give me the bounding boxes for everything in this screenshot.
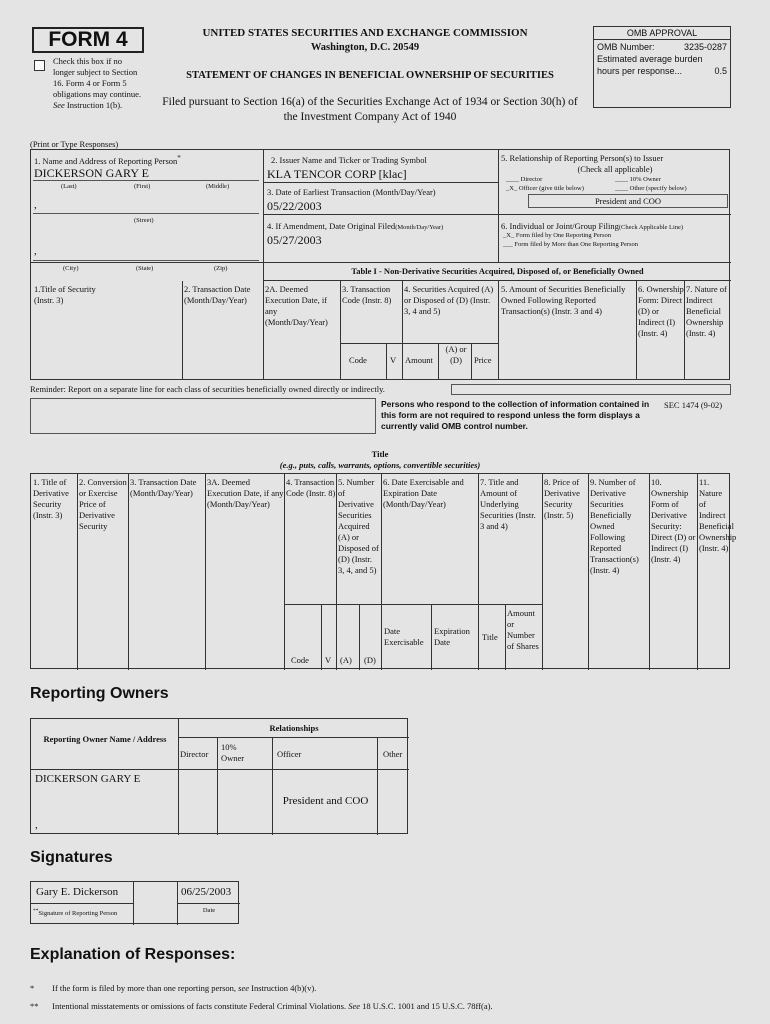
omb-number-label: OMB Number: [597,42,655,52]
reporting-person-name: DICKERSON GARY E [34,166,149,180]
middle-label: (Middle) [206,183,230,190]
agency-name: UNITED STATES SECURITIES AND EXCHANGE COMMISSION [202,27,528,39]
filed-line-1: Filed pursuant to Section 16(a) of the Securities Exchange Act of 1934 or Section 30(h) of [162,96,578,108]
omb-title: OMB APPROVAL [594,27,730,40]
street-label: (Street) [134,217,154,224]
box3-label: 3. Date of Earliest Transaction (Month/Day/Year) [267,187,436,197]
t2-col5: 5. Number of Derivative Securities Acquired (A) or Disposed of (D) (Instr. 3, 4, and 5) [338,477,379,575]
persons-respond-text: Persons who respond to the collection of information contained in this form are not required to respond unless the form displays a currently valid OMB control number. [381,399,650,431]
officer-option[interactable]: _X_ Officer (give title below) [506,185,584,192]
t2-col8: 8. Price of Derivative Security (Instr. 5) [544,477,580,520]
officer-x-mark: X [509,185,514,192]
t1-aord: (A) or (D) [445,344,467,365]
t1-col2: 2. Transaction Date (Month/Day/Year) [184,284,251,305]
box4-label: 4. If Amendment, Date Original Filed(Month/Day/Year) [267,221,444,231]
filed-line-2: the Investment Company Act of 1940 [283,111,457,123]
reporting-owners-table [30,718,408,834]
omb-burden-label: Estimated average burden [597,54,703,64]
explanation-heading: Explanation of Responses: [30,946,236,963]
blank-box [30,398,376,434]
city-label: (City) [63,265,79,272]
reminder-text: Reminder: Report on a separate line for each class of securities beneficially owned directly or indirectly. [30,384,385,394]
t2-amt-shares: Amount or Number of Shares [507,608,539,651]
t1-col4: 4. Securities Acquired (A) or Disposed of (D) (Instr. 3, 4 and 5) [404,284,494,316]
table1-title: Table I - Non-Derivative Securities Acquired, Disposed of, or Beneficially Owned [351,266,644,276]
owner10-header: 10% Owner [221,742,245,763]
box5-sub: (Check all applicable) [577,164,653,174]
owner-name-value: DICKERSON GARY E [35,773,141,785]
director-header: Director [180,749,209,759]
footnote-1: * If the form is filed by more than one reporting person, see Instruction 4(b)(v). [30,983,317,993]
t2-col9: 9. Number of Derivative Securities Beneficially Owned Following Reported Transaction(s) (Instr. 4) [590,477,639,575]
print-type-note: (Print or Type Responses) [30,139,119,149]
officer-value: President and COO [282,795,369,807]
t1-code: Code [349,355,367,365]
t2-col3: 3. Transaction Date (Month/Day/Year) [130,477,197,498]
agency-location: Washington, D.C. 20549 [310,42,420,53]
t2-col11: 11. Nature of Indirect Beneficial Ownership (Instr. 4) [699,477,737,553]
t1-col2a: 2A. Deemed Execution Date, if any (Month/Day/Year) [265,284,328,327]
t2-col2: 2. Conversion or Exercise Price of Derivative Security [79,477,127,531]
relationships-header: Relationships [269,723,319,733]
signature-name: Gary E. Dickerson [36,886,119,898]
date-label: Date [202,907,216,914]
t2-col1: 1. Title of Derivative Security (Instr. 3) [33,477,69,520]
form-title: FORM 4 [48,28,128,51]
checkbox-text: Check this box if no longer subject to Section 16. Form 4 or Form 5 obligations may continue. See Instruction 1(b). [53,56,142,110]
t1-col5: 5. Amount of Securities Beneficially Owned Following Reported Transaction(s) (Instr. 3 and 4) [501,284,626,316]
t1-col7: 7. Nature of Indirect Beneficial Ownership (Instr. 4) [686,284,727,338]
director-option[interactable]: ____ Director [506,176,543,183]
owner-name-header: Reporting Owner Name / Address [43,734,167,744]
issuer-name: KLA TENCOR CORP [klac] [267,167,407,181]
omb-hours-value: 0.5 [714,66,727,76]
t2-code: Code [291,655,309,665]
reporting-owners-heading: Reporting Owners [30,685,169,702]
t2-title: Title [482,632,498,642]
t2-exp: Expiration Date [434,626,470,647]
t2-d: (D) [364,655,376,665]
signature-date: 06/25/2003 [181,886,232,898]
statement-title: STATEMENT OF CHANGES IN BENEFICIAL OWNERSHIP OF SECURITIES [186,70,554,81]
top-form-block [30,149,730,380]
omb-approval-box [593,26,731,108]
footnote-2: ** Intentional misstatements or omissions of facts constitute Federal Criminal Violations. See 18 U.S.C. 1001 and 15 U.S.C. 78ff(a). [30,1001,493,1011]
t2-date-ex: Date Exercisable [384,626,424,647]
t1-amount: Amount [405,355,433,365]
t1-col3: 3. Transaction Code (Instr. 8) [342,284,392,305]
owner-comma: , [35,819,38,831]
t1-col6: 6. Ownership Form: Direct (D) or Indirect (I) (Instr. 4) [638,284,684,338]
zip-label: (Zip) [214,265,228,272]
one-person-option[interactable]: _X_ Form filed by One Reporting Person [503,232,611,239]
t1-v: V [390,355,397,365]
other-option[interactable]: ____ Other (specify below) [615,185,687,192]
t1-col1: 1.Title of Security (Instr. 3) [34,284,96,305]
t2-col3a: 3A. Deemed Execution Date, if any (Month/Day/Year) [207,477,284,509]
t2-col7: 7. Title and Amount of Underlying Securities (Instr. 3 and 4) [480,477,536,531]
form-title-box [32,27,144,53]
earliest-transaction-date: 05/22/2003 [267,199,322,213]
box2-label: 2. Issuer Name and Ticker or Trading Symbol [271,155,427,165]
t2-a: (A) [340,655,352,665]
signature-label: **Signature of Reporting Person [33,908,118,918]
officer-title-value: President and COO [594,196,662,206]
officer-header: Officer [277,749,302,759]
state-label: (State) [136,265,154,272]
t1-price: Price [474,355,492,365]
t2-col4: 4. Transaction Code (Instr. 8) [286,477,336,498]
last-label: (Last) [61,183,77,190]
t2-col6: 6. Date Exercisable and Expiration Date (Month/Day/Year) [383,477,464,509]
signature-table [30,881,239,924]
signatures-heading: Signatures [30,849,113,866]
other-header: Other [383,749,403,759]
box6-label: 6. Individual or Joint/Group Filing(Check Applicable Line) [501,221,684,231]
no-longer-subject-checkbox[interactable] [34,58,45,76]
omb-hours-label: hours per response... [597,66,683,76]
table2-title: Title [371,449,389,459]
t2-col10: 10. Ownership Form of Derivative Security: Direct (D) or Indirect (I) (Instr. 4) [651,477,696,564]
first-label: (First) [134,183,151,190]
address-comma-2: , [34,245,37,257]
box5-label: 5. Relationship of Reporting Person(s) to Issuer [501,153,664,163]
omb-number-value: 3235-0287 [683,42,727,52]
multi-person-option[interactable]: ___ Form filed by More than One Reporting Person [503,241,639,248]
owner10-option[interactable]: ____ 10% Owner [615,176,661,183]
table2 [30,473,737,669]
sec-code: SEC 1474 (9-02) [664,400,723,410]
reminder-box [451,384,731,395]
address-comma-1: , [34,199,37,211]
t2-v: V [325,655,332,665]
box1-label: 1. Name and Address of Reporting Person* [34,154,181,166]
amendment-date: 05/27/2003 [267,233,322,247]
table2-subtitle: (e.g., puts, calls, warrants, options, convertible securities) [279,460,481,470]
